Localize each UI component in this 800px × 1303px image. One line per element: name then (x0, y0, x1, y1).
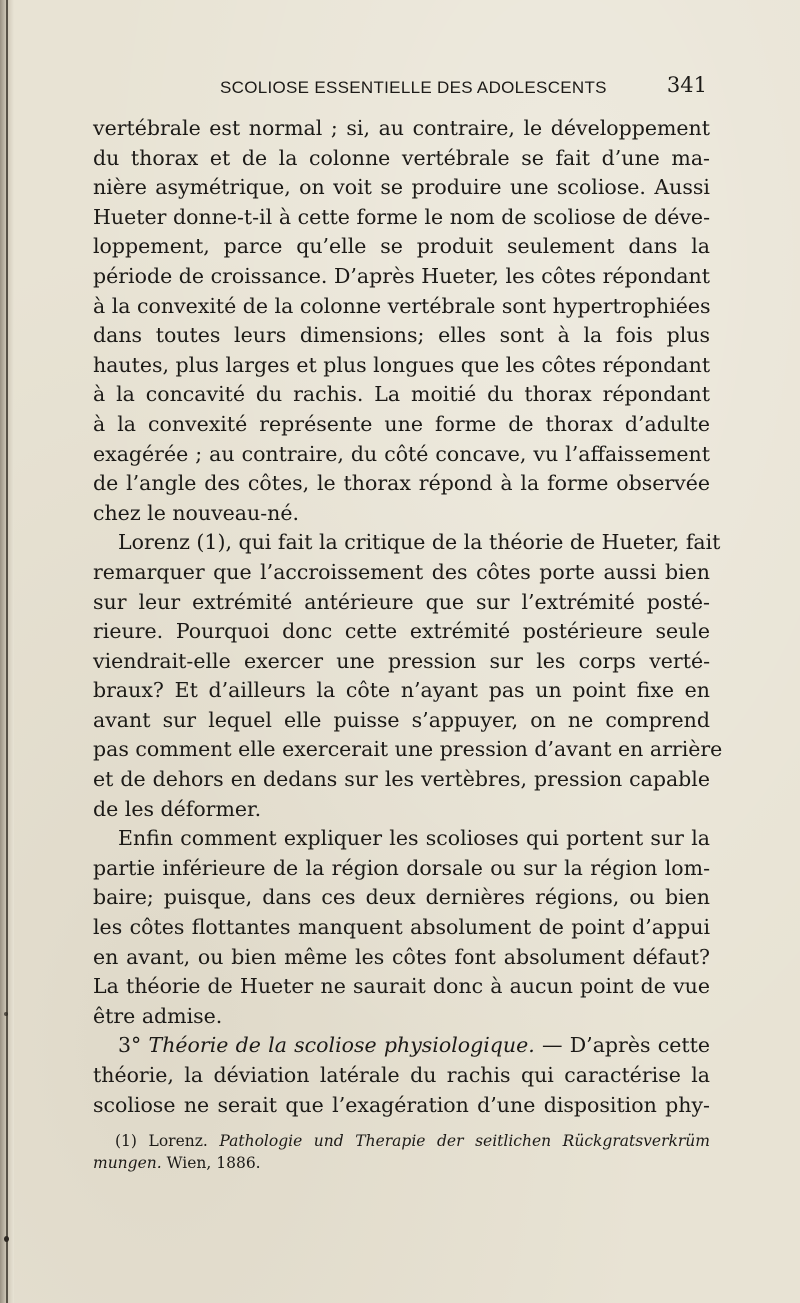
footnote-title: Pathologie und Therapie der seitlichen Rückgratsverkrüm (219, 1132, 710, 1150)
body-text (93, 114, 723, 1120)
text-line: rieure. Pourquoi donc cette extrémité postérieure seule (93, 619, 710, 644)
text-line: et de dehors en dedans sur les vertèbres, pression capable (93, 767, 710, 792)
section-line (93, 1031, 710, 1061)
text-line: scoliose ne serait que l’exagération d’une disposition phy- (93, 1092, 710, 1117)
text-line: Hueter donne-t-il à cette forme le nom de scoliose de déve- (93, 204, 710, 229)
text-line: à la concavité du rachis. La moitié du thorax répondant (93, 382, 710, 407)
text-line: sur leur extrémité antérieure que sur l’extrémité posté- (93, 589, 710, 614)
text-line: théorie, la déviation latérale du rachis qui caractérise la (93, 1063, 710, 1087)
text-line: exagérée ; au contraire, du côté concave, vu l’affaissement (93, 441, 710, 466)
running-head (92, 72, 709, 102)
text-line: en avant, ou bien même les côtes font absolument défaut? (93, 944, 710, 969)
footnotes (93, 1130, 710, 1174)
ink-speck (4, 1012, 8, 1016)
text-line: vertébrale est normal ; si, au contraire, le développement (93, 116, 710, 140)
text-line: Lorenz (1), qui fait la critique de la théorie de Hueter, fait (118, 530, 721, 555)
text-line: du thorax et de la colonne vertébrale se fait d’une ma- (93, 145, 710, 170)
section-title: Théorie de la scoliose physiologique. (148, 1033, 535, 1058)
footnote-author: Lorenz. (148, 1132, 208, 1150)
binding-line (6, 0, 8, 1303)
footnote-line (93, 1152, 710, 1174)
running-head-title: SCOLIOSE ESSENTIELLE DES ADOLESCENTS (220, 78, 607, 97)
text-line: dans toutes leurs dimensions; elles sont à la fois plus (93, 323, 710, 348)
text-line: hautes, plus larges et plus longues que les côtes répondant (93, 352, 711, 377)
ink-speck (4, 1236, 9, 1242)
section-number: 3° (118, 1033, 142, 1058)
text-line: remarquer que l’accroissement des côtes porte aussi bien (93, 559, 710, 584)
text-line: à la convexité représente une forme de thorax d’adulte (93, 411, 710, 436)
text-line: Enfin comment expliquer les scolioses qui portent sur la (118, 826, 710, 851)
page-number: 341 (666, 73, 707, 97)
text-line: pas comment elle exercerait une pression d’avant en arrière (93, 737, 723, 762)
text-line: période de croissance. D’après Hueter, les côtes répondant (93, 263, 710, 288)
section-rest: — D’après cette (542, 1033, 710, 1058)
footnote-title-cont: mungen. (93, 1154, 162, 1172)
text-line: être admise. (93, 1003, 223, 1028)
text-line: nière asymétrique, on voit se produire une scoliose. Aussi (93, 175, 710, 200)
text-line: braux? Et d’ailleurs la côte n’ayant pas un point fixe en (93, 678, 710, 703)
text-line: viendrait-elle exercer une pression sur les corps verté- (93, 648, 710, 673)
text-line: de l’angle des côtes, le thorax répond à la forme observée (93, 471, 710, 496)
text-line: les côtes flottantes manquent absolument de point d’appui (93, 915, 710, 940)
text-line: partie inférieure de la région dorsale ou sur la région lom- (93, 855, 710, 880)
text-line: avant sur lequel elle puisse s’appuyer, on ne comprend (93, 707, 710, 732)
footnote-place-date: Wien, 1886. (166, 1154, 261, 1172)
text-line: à la convexité de la colonne vertébrale sont hypertrophiées (93, 293, 711, 318)
text-line: de les déformer. (93, 796, 262, 821)
text-line: chez le nouveau-né. (93, 500, 300, 525)
footnote-line (93, 1130, 710, 1152)
footnote-marker: (1) (115, 1132, 137, 1150)
text-line: loppement, parce qu’elle se produit seulement dans la (93, 234, 710, 259)
text-line: La théorie de Hueter ne saurait donc à aucun point de vue (93, 974, 710, 999)
text-line: baire; puisque, dans ces deux dernières régions, ou bien (93, 885, 710, 910)
